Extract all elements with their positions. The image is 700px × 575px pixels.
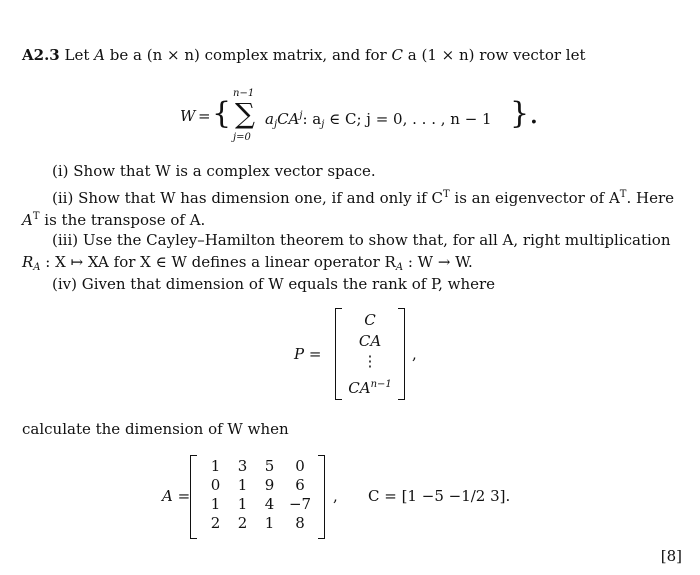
p-label: P = bbox=[294, 345, 322, 363]
a-cell: 1 bbox=[264, 514, 275, 532]
open-brace: { bbox=[212, 96, 232, 131]
problem-label: A2.3 bbox=[22, 46, 60, 64]
a-cell: 5 bbox=[264, 457, 275, 475]
term-sup: j bbox=[299, 110, 303, 121]
part-ii-a: A bbox=[22, 211, 33, 229]
a-cell: 0 bbox=[210, 476, 221, 494]
part-ii-line1 bbox=[52, 186, 674, 207]
part-iii-r-sub2: A bbox=[395, 262, 404, 273]
a-matrix bbox=[190, 455, 325, 537]
part-ii-line2 bbox=[22, 208, 205, 229]
calc-text: calculate the dimension of W when bbox=[22, 420, 289, 438]
a-cell: 9 bbox=[264, 476, 275, 494]
a-row-3 bbox=[202, 495, 317, 513]
a-cell: 2 bbox=[210, 514, 221, 532]
part-i: (i) Show that W is a complex vector space. bbox=[52, 162, 376, 180]
w-equals: = bbox=[198, 107, 211, 125]
p-row-3: ⋮ bbox=[362, 352, 378, 370]
p-matrix bbox=[335, 308, 405, 398]
part-iii-line2 bbox=[22, 253, 473, 277]
p-row-4 bbox=[335, 376, 405, 397]
a-cell: 0 bbox=[295, 457, 305, 475]
part-ii-sup2: T bbox=[619, 189, 627, 200]
part-iii-line1: (iii) Use the Cayley–Hamilton theorem to show that, for all A, right multiplication bbox=[52, 231, 671, 249]
a-trailing-comma: , bbox=[333, 487, 338, 505]
a-cell: 2 bbox=[237, 514, 248, 532]
part-ii-a-sup: T bbox=[32, 211, 40, 222]
sum-lower-limit: j=0 bbox=[233, 132, 251, 143]
matrix-a-symbol: A bbox=[94, 46, 106, 64]
a-bracket-right bbox=[318, 455, 325, 539]
a-label: A = bbox=[162, 487, 191, 505]
part-ii-sup1: T bbox=[442, 189, 450, 200]
a-cell: 3 bbox=[237, 457, 248, 475]
term-sub: j bbox=[273, 119, 278, 130]
a-cell: 1 bbox=[210, 495, 221, 513]
sum-sign: ∑ bbox=[235, 97, 255, 130]
a-row-2 bbox=[202, 476, 317, 494]
intro-c: C bbox=[391, 46, 403, 64]
part-ii-text2: is an eigenvector of A bbox=[449, 189, 620, 207]
a-bracket-left bbox=[190, 455, 197, 539]
p-row-2: CA bbox=[358, 332, 382, 350]
condition-sub: j bbox=[321, 119, 325, 130]
a-cell: 1 bbox=[237, 495, 248, 513]
part-ii-text1: (ii) Show that W has dimension one, if and only if C bbox=[52, 189, 443, 207]
p-row-4-sup: n−1 bbox=[370, 379, 392, 390]
part-iii-r: R bbox=[22, 253, 34, 271]
sum-term bbox=[265, 107, 492, 134]
intro-text: be a (n × n) complex matrix, and for bbox=[109, 46, 387, 64]
sum-upper-limit: n−1 bbox=[233, 88, 255, 99]
condition-rest: ∈ C; j = 0, . . . , n − 1 bbox=[324, 110, 492, 128]
part-iii-rest: : X ↦ XA for X ∈ W defines a linear operator R bbox=[40, 253, 396, 271]
w-symbol: W bbox=[180, 107, 196, 125]
a-cell: 1 bbox=[237, 476, 248, 494]
p-row-1: C bbox=[364, 311, 376, 329]
part-iii-end: : W → W. bbox=[403, 253, 473, 271]
term-a: a bbox=[265, 110, 274, 128]
a-row-4 bbox=[202, 514, 317, 532]
summation bbox=[225, 88, 265, 148]
intro-prefix: Let bbox=[64, 46, 90, 64]
term-ca: CA bbox=[277, 110, 300, 128]
part-iv: (iv) Given that dimension of W equals the rank of P, where bbox=[52, 275, 496, 293]
a-cell: 4 bbox=[264, 495, 275, 513]
condition: : a bbox=[302, 110, 322, 128]
a-cell: 1 bbox=[210, 457, 221, 475]
c-vector: C = [1 −5 −1/2 3]. bbox=[368, 487, 511, 505]
p-trailing-comma: , bbox=[412, 345, 417, 363]
marks: [8] bbox=[660, 547, 682, 565]
part-iii-r-sub: A bbox=[33, 262, 41, 273]
a-cell: 6 bbox=[295, 476, 305, 494]
intro-suffix: a (1 × n) row vector let bbox=[407, 46, 586, 64]
a-cell: −7 bbox=[288, 495, 312, 513]
p-row-4-base: CA bbox=[348, 379, 371, 397]
a-row-1 bbox=[202, 457, 317, 475]
a-cell: 8 bbox=[295, 514, 305, 532]
part-ii-rest: is the transpose of A. bbox=[39, 211, 206, 229]
close-brace: }. bbox=[510, 96, 539, 131]
part-ii-text3: . Here bbox=[626, 189, 675, 207]
problem-statement bbox=[22, 46, 586, 64]
